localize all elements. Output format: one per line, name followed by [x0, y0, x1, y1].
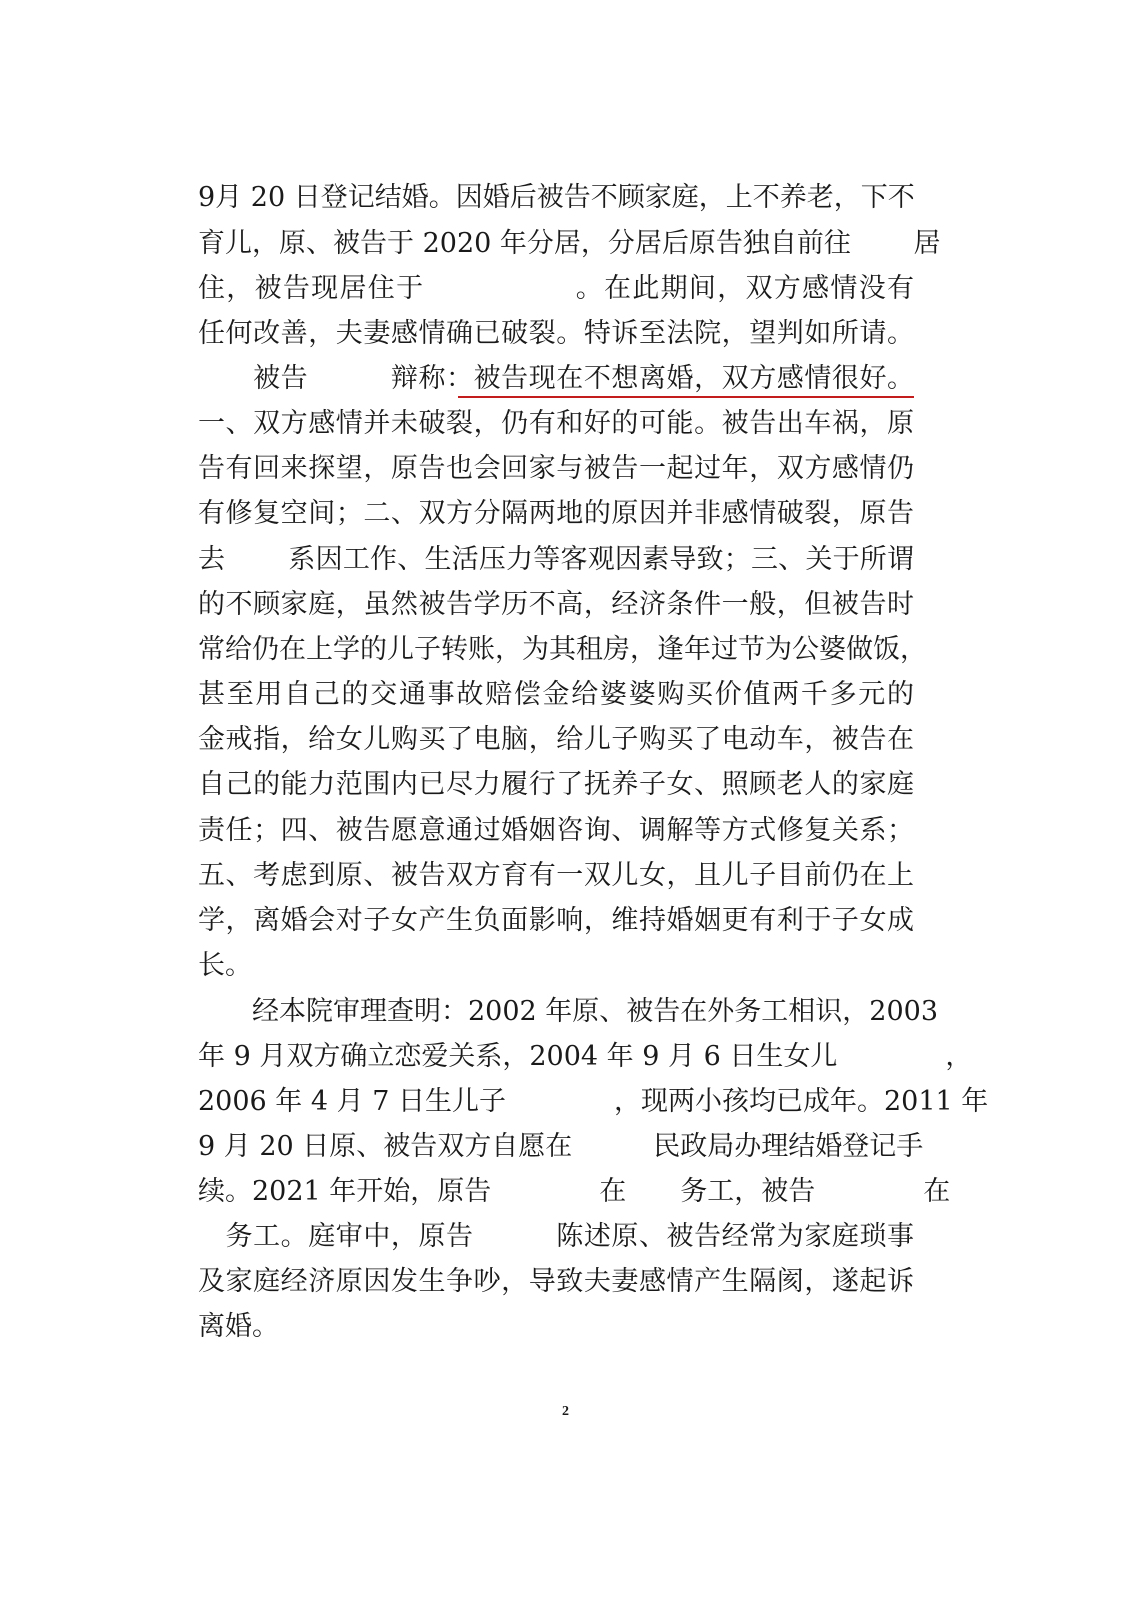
- text-line: 的不顾家庭，虽然被告学历不高，经济条件一般，但被告时: [198, 589, 914, 620]
- text-line: 2006 年 4 月 7 日生儿子 ，现两小孩均已成年。2011 年: [198, 1086, 989, 1117]
- text-line: 自己的能力范围内已尽力履行了抚养子女、照顾老人的家庭: [198, 769, 914, 800]
- text-line: 金戒指，给女儿购买了电脑，给儿子购买了电动车，被告在: [198, 724, 914, 755]
- text-line: 责任；四、被告愿意通过婚姻咨询、调解等方式修复关系；: [198, 815, 914, 846]
- text-line: 育儿，原、被告于 2020 年分居，分居后原告独自前往 居: [198, 228, 941, 259]
- text-line: 告有回来探望，原告也会回家与被告一起过年，双方感情仍: [198, 453, 914, 484]
- text-line: 年 9 月双方确立恋爱关系，2004 年 9 月 6 日生女儿 ，: [198, 1041, 973, 1072]
- text-line: 9 月 20 日原、被告双方自愿在 民政局办理结婚登记手: [198, 1131, 924, 1162]
- text-line: 9月 20 日登记结婚。因婚后被告不顾家庭，上不养老，下不: [198, 182, 915, 213]
- text-line: 五、考虑到原、被告双方育有一双儿女，且儿子目前仍在上: [198, 860, 914, 891]
- text-line: 长。: [198, 950, 252, 981]
- text-line: 常给仍在上学的儿子转账，为其租房，逢年过节为公婆做饭，: [198, 634, 927, 665]
- text-line: 被告 辩称：被告现在不想离婚，双方感情很好。: [198, 363, 914, 394]
- text-line: 去 系因工作、生活压力等客观因素导致；三、关于所谓: [198, 544, 914, 575]
- page-number: 2: [562, 1404, 569, 1419]
- text-line: 住，被告现居住于 。在此期间，双方感情没有: [198, 273, 914, 304]
- text-line: 一、双方感情并未破裂，仍有和好的可能。被告出车祸，原: [198, 408, 914, 439]
- text-line: 续。2021 年开始，原告 在 务工，被告 在: [198, 1176, 951, 1207]
- text-line: 甚至用自己的交通事故赔偿金给婆婆购买价值两千多元的: [198, 679, 914, 710]
- text-line: 有修复空间；二、双方分隔两地的原因并非感情破裂，原告: [198, 498, 914, 529]
- red-underline-annotation: [458, 396, 914, 398]
- text-line: 任何改善，夫妻感情确已破裂。特诉至法院，望判如所请。: [198, 318, 914, 349]
- text-line: 学，离婚会对子女产生负面影响，维持婚姻更有利于子女成: [198, 905, 914, 936]
- text-line: 经本院审理查明：2002 年原、被告在外务工相识，2003: [198, 996, 939, 1027]
- text-line: 离婚。: [198, 1311, 279, 1342]
- text-line: 务工。庭审中，原告 陈述原、被告经常为家庭琐事: [198, 1221, 914, 1252]
- text-line: 及家庭经济原因发生争吵，导致夫妻感情产生隔阂，遂起诉: [198, 1266, 914, 1297]
